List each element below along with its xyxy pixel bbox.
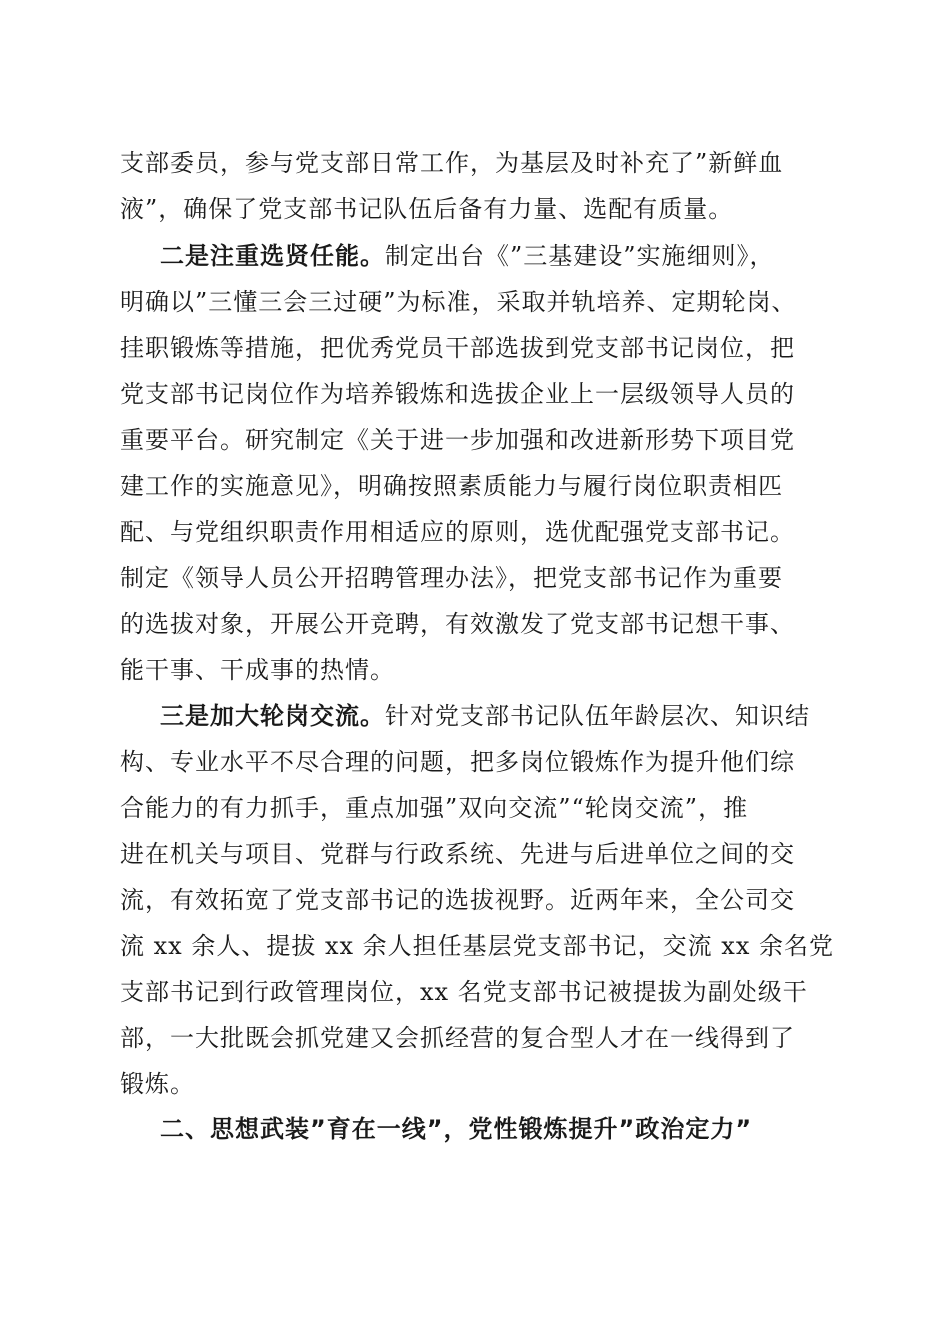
paragraph-line: 挂职锻炼等措施，把优秀党员干部选拔到党支部书记岗位，把 xyxy=(120,334,795,362)
paragraph-text: 制定出台《”三基建设”实施细则》， xyxy=(385,242,775,270)
paragraph-line: 党支部书记岗位作为培养锻炼和选拔企业上一层级领导人员的 xyxy=(120,380,795,408)
paragraph-line: 制定《领导人员公开招聘管理办法》，把党支部书记作为重要 xyxy=(120,564,783,592)
paragraph-line: 进在机关与项目、党群与行政系统、先进与后进单位之间的交 xyxy=(120,840,795,868)
paragraph-line: 支部委员，参与党支部日常工作，为基层及时补充了”新鲜血 xyxy=(120,149,784,177)
paragraph-line: 重要平台。研究制定《关于进一步加强和改进新形势下项目党 xyxy=(120,426,795,454)
section-heading: 二、思想武装”育在一线”，党性锻炼提升”政治定力” xyxy=(160,1115,753,1143)
paragraph-line: 的选拔对象，开展公开竞聘，有效激发了党支部书记想干事、 xyxy=(120,610,795,638)
paragraph-line xyxy=(160,233,775,279)
paragraph-lead-heading: 三是加大轮岗交流。 xyxy=(160,702,385,730)
paragraph-line: 明确以”三懂三会三过硬”为标准，采取并轨培养、定期轮岗、 xyxy=(120,288,797,316)
paragraph-line xyxy=(160,693,810,739)
paragraph-line: 部，一大批既会抓党建又会抓经营的复合型人才在一线得到了 xyxy=(120,1024,795,1052)
paragraph-line: 流，有效拓宽了党支部书记的选拔视野。近两年来，全公司交 xyxy=(120,886,795,914)
paragraph-line: 能干事、干成事的热情。 xyxy=(120,656,395,684)
paragraph-line: 构、专业水平不尽合理的问题，把多岗位锻炼作为提升他们综 xyxy=(120,748,795,776)
paragraph-line: 配、与党组织职责作用相适应的原则，选优配强党支部书记。 xyxy=(120,518,795,546)
paragraph-line: 流 xx 余人、提拔 xx 余人担任基层党支部书记，交流 xx 余名党 xyxy=(120,932,834,960)
paragraph-line: 支部书记到行政管理岗位，xx 名党支部书记被提拔为副处级干 xyxy=(120,978,808,1006)
paragraph-line: 液”，确保了党支部书记队伍后备有力量、选配有质量。 xyxy=(120,195,734,223)
paragraph-text: 针对党支部书记队伍年龄层次、知识结 xyxy=(385,702,810,730)
paragraph-line: 合能力的有力抓手，重点加强”双向交流”“轮岗交流”，推 xyxy=(120,794,749,822)
paragraph-line: 锻炼。 xyxy=(120,1070,195,1098)
paragraph-lead-heading: 二是注重选贤任能。 xyxy=(160,242,385,270)
paragraph-line: 建工作的实施意见》，明确按照素质能力与履行岗位职责相匹 xyxy=(120,472,783,500)
